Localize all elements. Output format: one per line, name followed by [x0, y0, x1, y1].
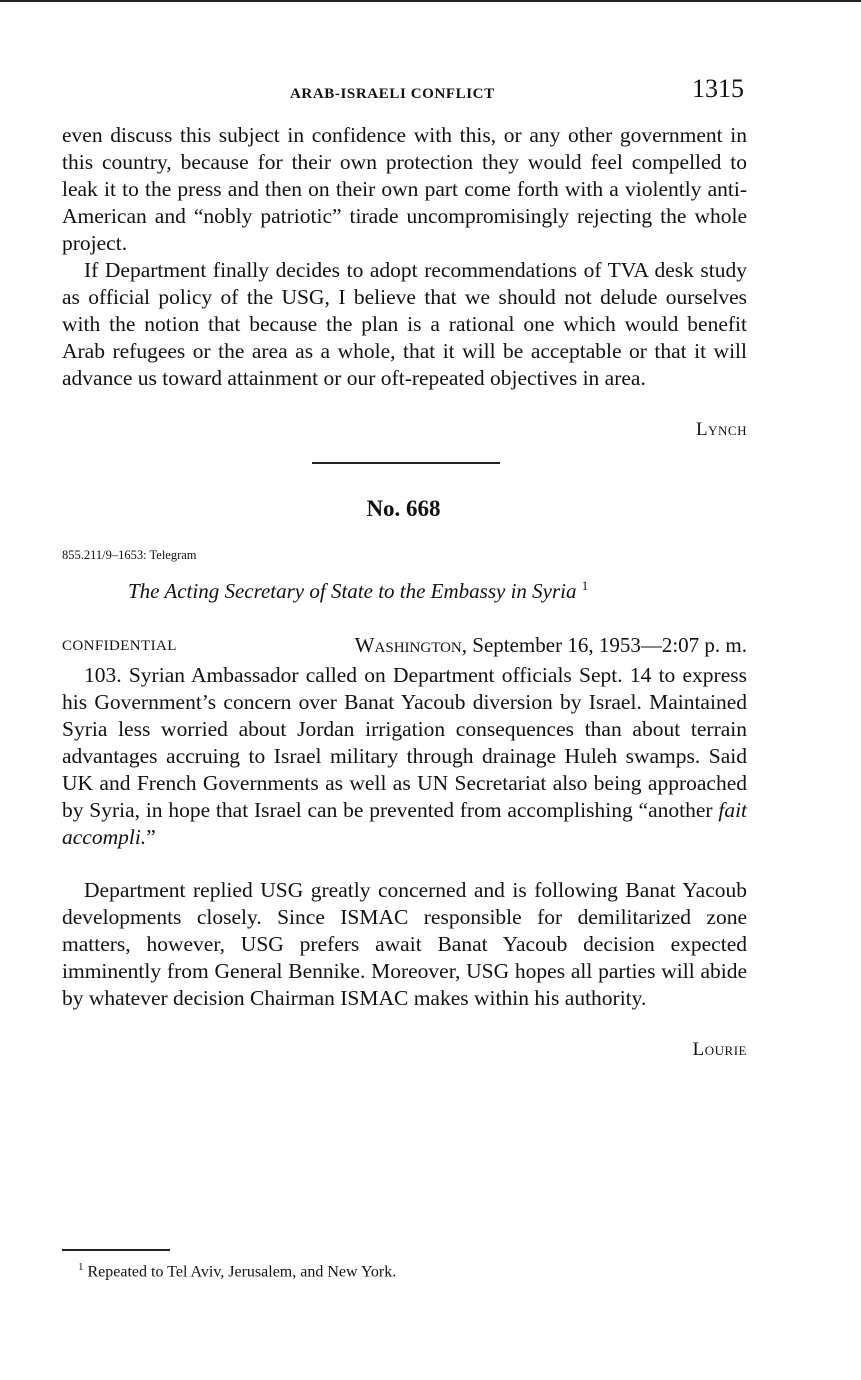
- signature-lourie: Lourie: [692, 1039, 747, 1060]
- footnote: [78, 1261, 396, 1281]
- file-reference: 855.211/9–1653: Telegram: [62, 548, 197, 562]
- continued-paragraph-1: even discuss this subject in confidence with this, or any other government in this country, because for their own protection they would feel compelled to leak it to the press and then on their own part come forth with a violently anti-American and “nobly patriotic” tirade uncompromisingly rejecting the whole project.: [62, 123, 747, 255]
- footnote-marker: 1: [78, 1261, 84, 1273]
- telegram-paragraph-1-text: 103. Syrian Ambassador called on Department officials Sept. 14 to express his Government’s concern over Banat Yacoub diversion by Israel. Maintained Syria less worried about Jordan irrigation consequences than about terrain advantages accruing to Israel military through drainage Huleh swamps. Said UK and French Governments as well as UN Secretariat also being approached by Syria, in hope that Israel can be prevented from accomplishing: [62, 663, 747, 822]
- footnote-ref-marker: 1: [581, 578, 589, 593]
- document-title-text: The Acting Secretary of State to the Embassy in Syria: [128, 579, 577, 603]
- dateline: [355, 633, 747, 658]
- top-border-rule: [0, 0, 861, 2]
- telegram-paragraph-1: [62, 662, 747, 851]
- classification-label: CONFIDENTIAL: [62, 638, 177, 654]
- dateline-date: September 16, 1953—2:07 p. m.: [472, 633, 747, 657]
- footnote-rule: [62, 1249, 170, 1251]
- signature-lynch: Lynch: [696, 419, 747, 440]
- page-number: 1315: [692, 74, 744, 103]
- section-divider: [312, 462, 500, 464]
- quote-close: ”: [146, 825, 156, 849]
- telegram-paragraph-2: Department replied USG greatly concerned and is following Banat Yacoub developments closely. Since ISMAC responsible for demilitarized zone matters, however, USG prefers await Banat Yacoub decision expected imminently from General Bennike. Moreover, USG hopes all parties will abide by whatever decision Chairman ISMAC makes within his authority.: [62, 878, 747, 1010]
- document-title: [128, 578, 588, 604]
- italic-phrase: fait accompli.: [62, 798, 748, 849]
- footnote-text: Repeated to Tel Aviv, Jerusalem, and New York.: [87, 1263, 397, 1281]
- running-head: ARAB-ISRAELI CONFLICT: [290, 86, 495, 102]
- quote-open: “another: [638, 798, 719, 822]
- document-number: No. 668: [366, 496, 441, 521]
- continued-paragraph-2: If Department finally decides to adopt recommendations of TVA desk study as official policy of the USG, I believe that we should not delude ourselves with the notion that because the plan is a rational one which would benefit Arab refugees or the area as a whole, that it will be acceptable or that it will advance us toward attainment or our oft-repeated objectives in area.: [62, 258, 747, 390]
- dateline-place: Washington,: [354, 633, 468, 657]
